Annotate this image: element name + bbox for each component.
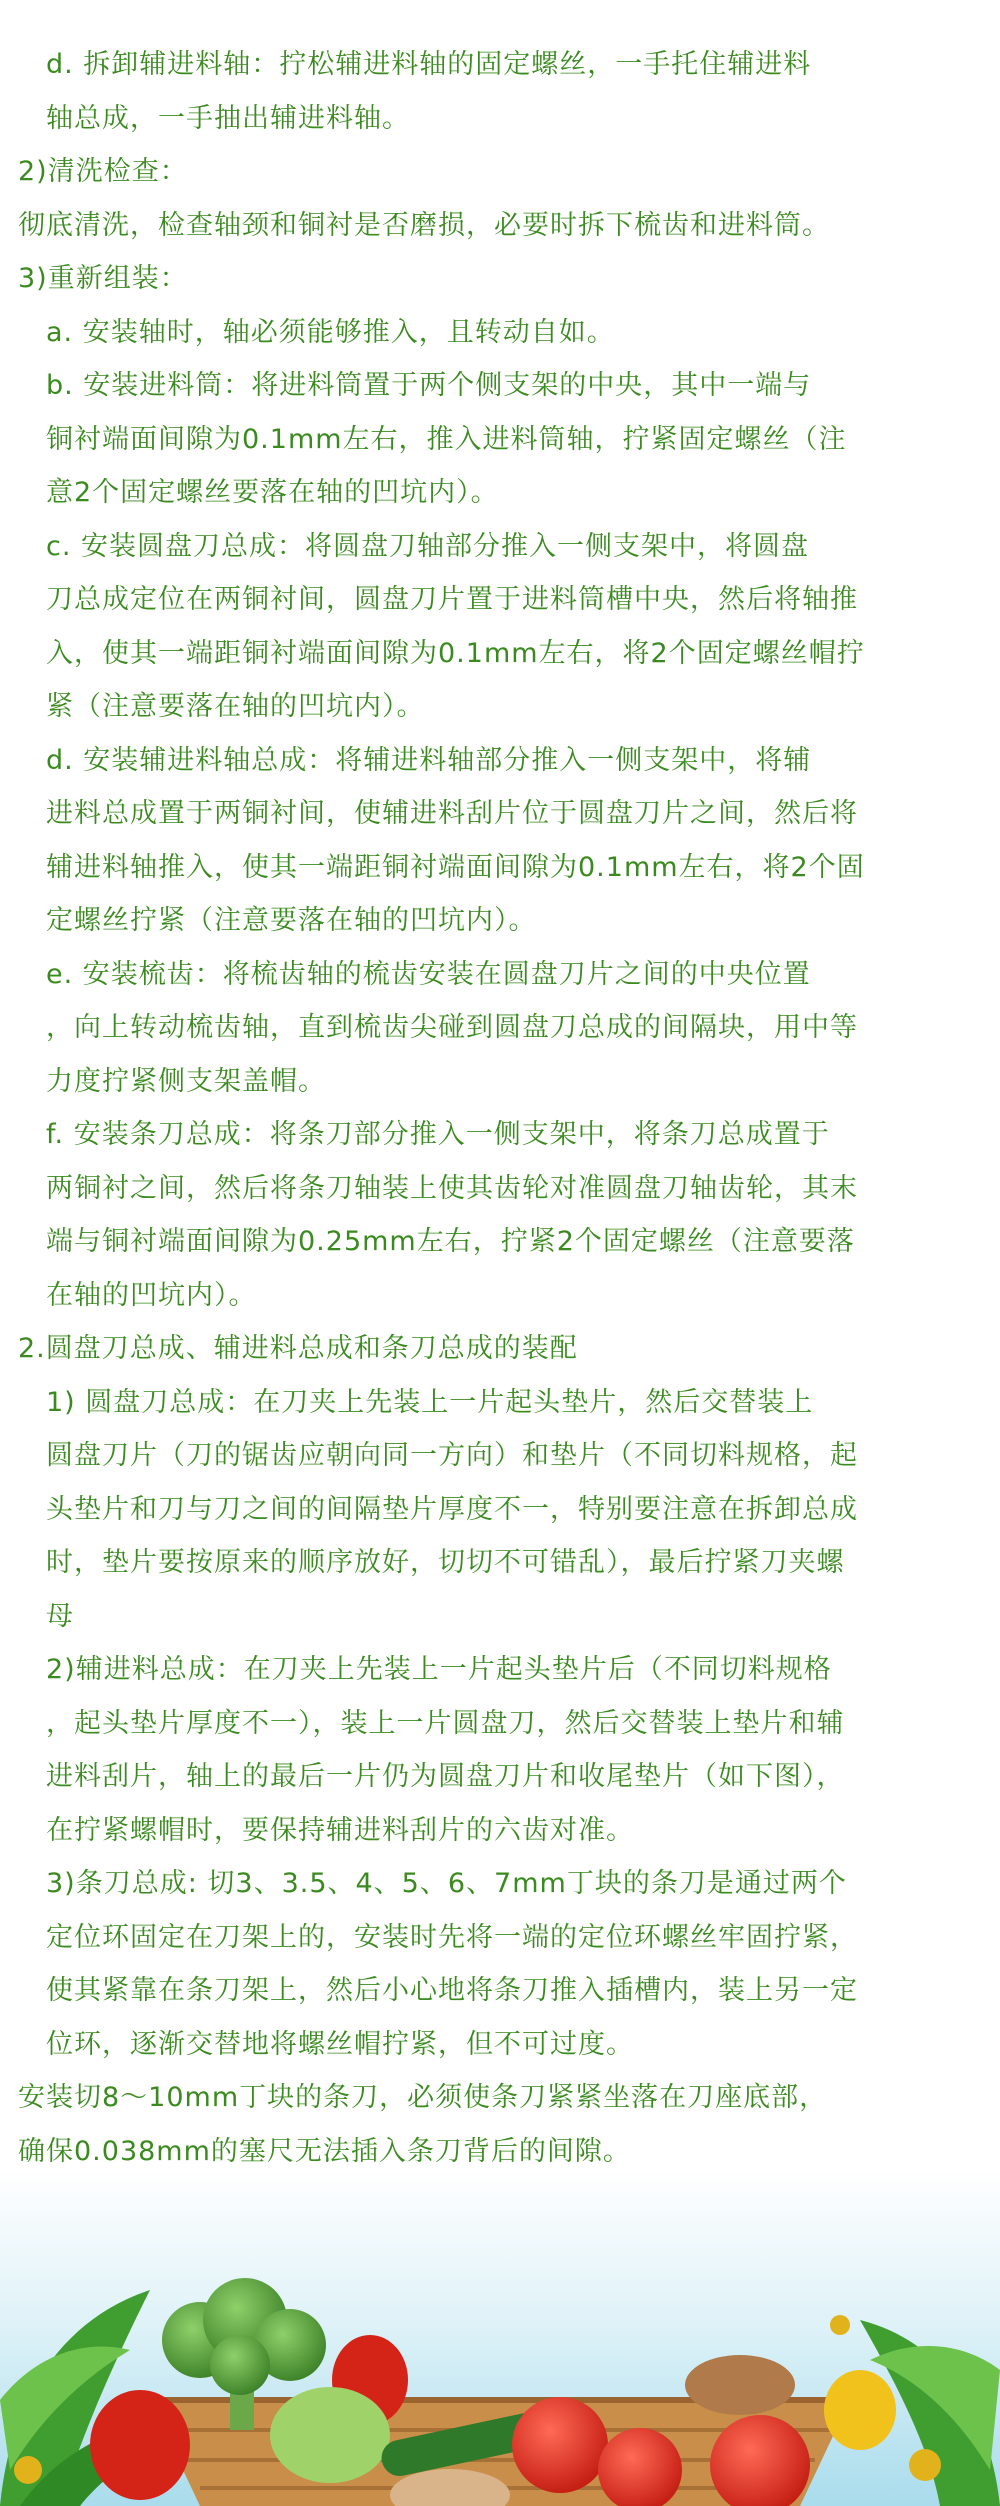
paragraph: 2.圆盘刀总成、辅进料总成和条刀总成的装配 [18, 1333, 578, 1364]
article-body [18, 38, 982, 2178]
paragraph: d. 拆卸辅进料轴：拧松辅进料轴的固定螺丝，一手托住辅进料 轴总成，一手抽出辅进料轴。 [46, 49, 812, 134]
vegetable-basket-illustration [0, 2170, 1000, 2506]
red-pepper [90, 2390, 190, 2500]
ladybug-icon [14, 2456, 42, 2484]
tomato-1 [512, 2397, 608, 2493]
ladybug-icon-2 [909, 2449, 941, 2481]
paragraph: 3)重新组装： [18, 263, 188, 294]
yellow-pepper [824, 2370, 896, 2450]
paragraph: a. 安装轴时，轴必须能够推入，且转动自如。 [46, 316, 615, 348]
paragraph: d. 安装辅进料轴总成：将辅进料轴部分推入一侧支架中，将辅 进料总成置于两铜衬间，使辅进料刮片位于圆盘刀片之间，然后将 辅进料轴推入，使其一端距铜衬端面间隙为0.1mm左右，将2个固 定螺丝拧紧（注意要落在轴的凹坑内）。 [46, 744, 865, 936]
paragraph: 安装切8～10mm丁块的条刀，必须使条刀紧紧坐落在刀座底部， 确保0.038mm的塞尺无法插入条刀背后的间隙。 [18, 2082, 828, 2167]
paragraph: c. 安装圆盘刀总成：将圆盘刀轴部分推入一侧支架中，将圆盘 刀总成定位在两铜衬间，圆盘刀片置于进料筒槽中央，然后将轴推 入，使其一端距铜衬端面间隙为0.1mm左右，将2个固定螺丝帽拧 紧（注意要落在轴的凹坑内）。 [46, 530, 865, 722]
paragraph: 2)辅进料总成：在刀夹上先装上一片起头垫片后（不同切料规格 ，起头垫片厚度不一），装上一片圆盘刀，然后交替装上垫片和辅 进料刮片，轴上的最后一片仍为圆盘刀片和收尾垫片（如下图）， 在拧紧螺帽时，要保持辅进料刮片的六齿对准。 [46, 1654, 845, 1846]
paragraph: e. 安装梳齿：将梳齿轴的梳齿安装在圆盘刀片之间的中央位置 ，向上转动梳齿轴，直到梳齿尖碰到圆盘刀总成的间隔块，用中等 力度拧紧侧支架盖帽。 [46, 958, 858, 1097]
paragraph: f. 安装条刀总成：将条刀部分推入一侧支架中，将条刀总成置于 两铜衬之间，然后将条刀轴装上使其齿轮对准圆盘刀轴齿轮，其末 端与铜衬端面间隙为0.25mm左右，拧紧2个固定螺丝（注意要落 在轴的凹坑内）。 [46, 1119, 858, 1311]
paragraph: 1) 圆盘刀总成：在刀夹上先装上一片起头垫片，然后交替装上 圆盘刀片（刀的锯齿应朝向同一方向）和垫片（不同切料规格，起 头垫片和刀与刀之间的间隔垫片厚度不一，特别要注意在拆卸总成 时，垫片要按原来的顺序放好，切切不可错乱），最后拧紧刀夹螺 母 [46, 1386, 858, 1632]
ladybug-icon-3 [830, 2315, 850, 2335]
lettuce [270, 2387, 390, 2483]
paragraph: 3)条刀总成: 切3、3.5、4、5、6、7mm丁块的条刀是通过两个 定位环固定在刀架上的，安装时先将一端的定位环螺丝牢固拧紧， 使其紧靠在条刀架上，然后小心地将条刀推入插槽内，装上另一定 位环，逐渐交替地将螺丝帽拧紧，但不可过度。 [46, 1868, 858, 2060]
paragraph: b. 安装进料筒：将进料筒置于两个侧支架的中央，其中一端与 铜衬端面间隙为0.1mm左右，推入进料筒轴，拧紧固定螺丝（注 意2个固定螺丝要落在轴的凹坑内）。 [46, 370, 847, 508]
paragraph: 2)清洗检查： [18, 156, 188, 187]
paragraph: 彻底清洗，检查轴颈和铜衬是否磨损，必要时拆下梳齿和进料筒。 [18, 209, 830, 241]
